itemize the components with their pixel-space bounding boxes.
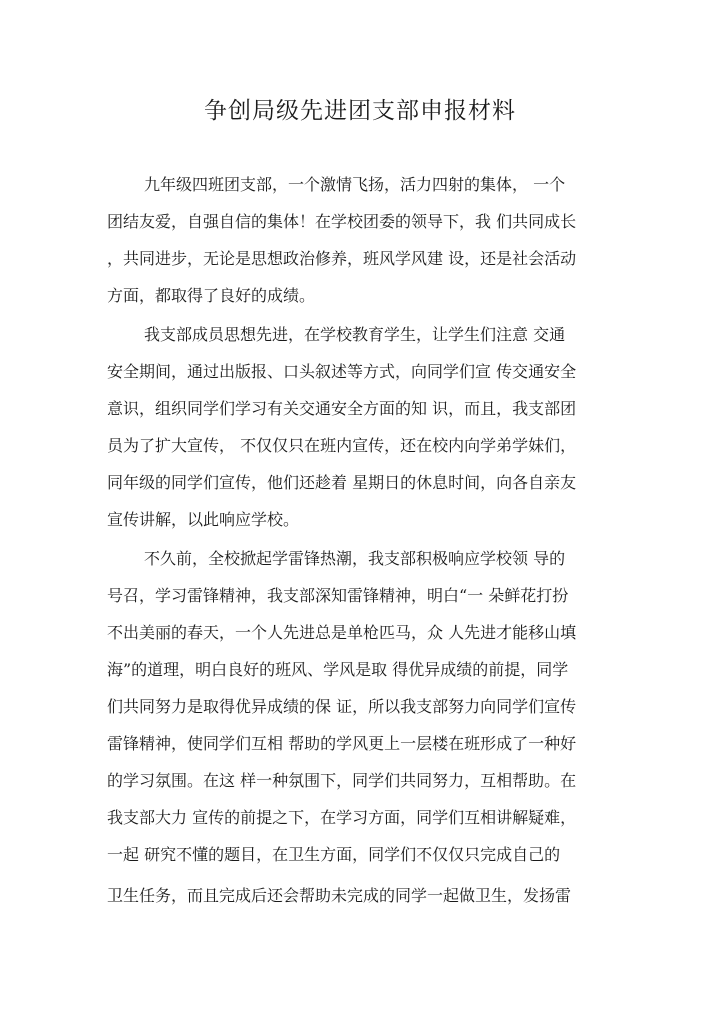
text-line: 号召，学习雷锋精神，我支部深知雷锋精神，明白“一 朵鲜花打扮 [107, 586, 569, 605]
text-line: 九年级四班团支部，一个激情飞扬，活力四射的集体， 一个 [144, 175, 566, 194]
text-line: 员为了扩大宣传， 不仅仅只在班内宣传，还在校内向学弟学妹们， [107, 436, 577, 455]
text-line: ，共同进步，无论是思想政治修养，班风学风建 设，还是社会活动 [107, 249, 577, 268]
text-line: 宣传讲解，以此响应学校。 [107, 510, 300, 529]
text-line: 方面，都取得了良好的成绩。 [107, 286, 316, 305]
document-title: 争创局级先进团支部申报材料 [204, 98, 516, 124]
text-line: 雷锋精神，使同学们互相 帮助的学风更上一层楼在班形成了一种好 [107, 734, 577, 753]
text-line: 不出美丽的春天，一个人先进总是单枪匹马，众 人先进才能移山填 [107, 623, 577, 642]
text-line: 们共同努力是取得优异成绩的保 证，所以我支部努力向同学们宣传 [107, 697, 577, 716]
text-line: 意识，组织同学们学习有关交通安全方面的知 识，而且，我支部团 [107, 399, 577, 418]
text-line: 卫生任务，而且完成后还会帮助未完成的同学一起做卫生，发扬雷 [107, 886, 572, 905]
text-line: 我支部大力 宣传的前提之下，在学习方面，同学们互相讲解疑难， [107, 808, 577, 827]
text-line: 的学习氛围。在这 样一种氛围下，同学们共同努力，互相帮助。在 [107, 771, 577, 790]
text-line: 海”的道理，明白良好的班风、学风是取 得优异成绩的前提，同学 [107, 660, 569, 679]
text-line: 一起 研究不懂的题目，在卫生方面，同学们不仅仅只完成自己的 [107, 845, 561, 864]
text-line: 安全期间，通过出版报、口头叙述等方式，向同学们宣 传交通安全 [107, 362, 577, 381]
text-line: 我支部成员思想先进，在学校教育学生，让学生们注意 交通 [144, 325, 566, 344]
text-line: 同年级的同学们宣传，他们还趁着 星期日的休息时间，向各自亲友 [107, 473, 577, 492]
text-line: 不久前，全校掀起学雷锋热潮，我支部积极响应学校领 导的 [144, 549, 566, 568]
text-line: 团结友爱，自强自信的集体！在学校团委的领导下，我 们共同成长 [107, 212, 577, 231]
